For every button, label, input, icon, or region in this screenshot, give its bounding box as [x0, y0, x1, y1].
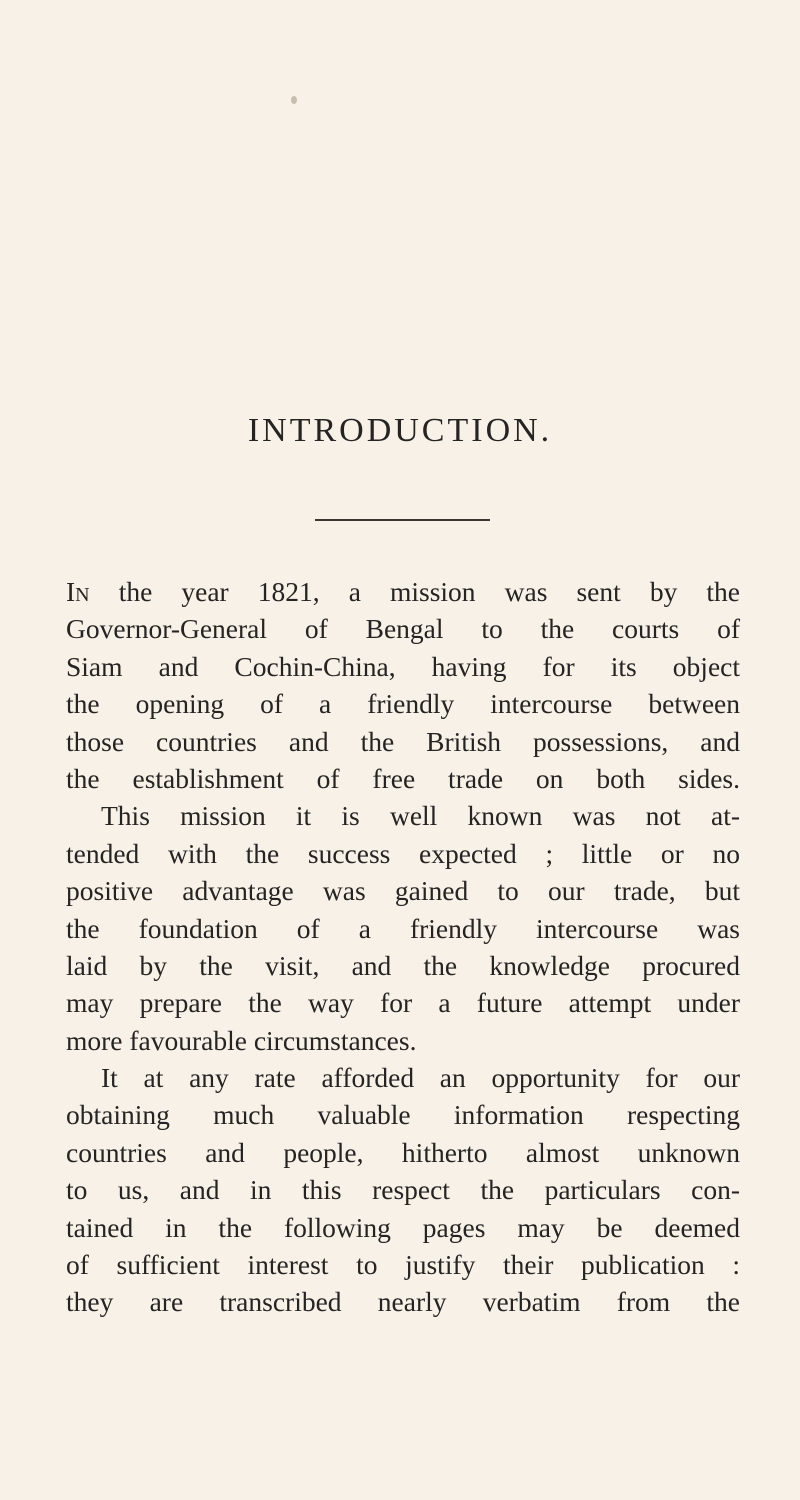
text-line: they are transcribed nearly verbatim from the [66, 1286, 740, 1318]
text-line: Governor-General of Bengal to the courts of [66, 613, 740, 645]
page-title: INTRODUCTION. [247, 412, 553, 449]
text-line: tended with the success expected ; little or no [66, 837, 740, 869]
text-line: the opening of a friendly intercourse between [66, 688, 740, 720]
text-line: to us, and in this respect the particulars con- [66, 1174, 740, 1206]
text-line [66, 573, 740, 610]
text-line: It at any rate afforded an opportunity for our [101, 1062, 740, 1094]
paper-speck [291, 96, 297, 104]
text-line: those countries and the British possessions, and [66, 725, 740, 757]
introduction-text [66, 573, 740, 1321]
text-line: more favourable circumstances. [66, 1024, 417, 1056]
text-line: countries and people, hitherto almost unknown [66, 1136, 740, 1168]
text-line: tained in the following pages may be deemed [66, 1211, 740, 1243]
small-caps-word: N [75, 584, 90, 606]
line-text: the year 1821, a mission was sent by the [89, 576, 740, 607]
text-line: of sufficient interest to justify their publication : [66, 1249, 740, 1281]
text-line: Siam and Cochin-China, having for its object [66, 650, 740, 682]
text-line: laid by the visit, and the knowledge procured [66, 949, 740, 981]
text-line: positive advantage was gained to our trade, but [66, 875, 740, 907]
text-line: obtaining much valuable information respecting [66, 1099, 740, 1131]
text-line: This mission it is well known was not at- [101, 800, 740, 832]
text-line: may prepare the way for a future attempt under [66, 987, 740, 1019]
title-divider [315, 519, 490, 521]
text-line: the foundation of a friendly intercourse was [66, 912, 740, 944]
text-line: the establishment of free trade on both sides. [66, 762, 740, 794]
drop-initial: I [66, 576, 76, 607]
